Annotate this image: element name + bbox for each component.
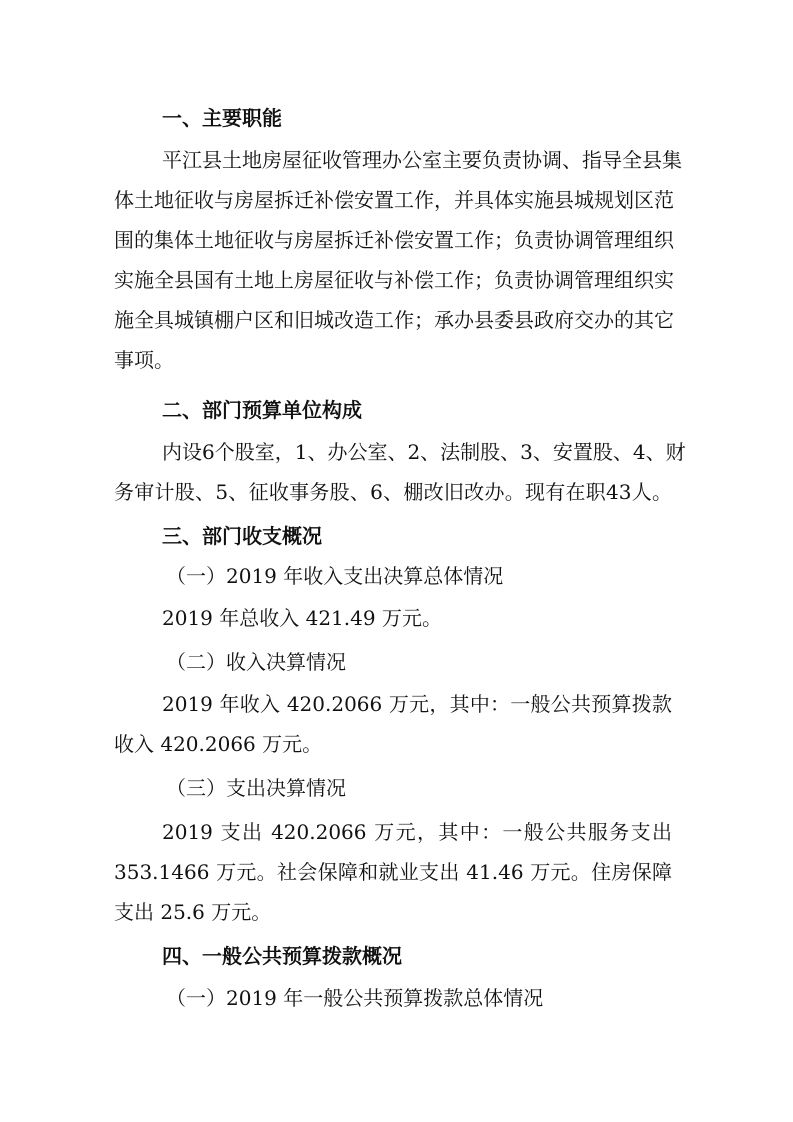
paragraph-line: 支出 25.6 万元。 (114, 900, 272, 924)
paragraph-line: 围的集体土地征收与房屋拆迁补偿安置工作；负责协调管理组织 (114, 228, 674, 252)
paragraph-line: 2019 年收入 420.2066 万元，其中：一般公共预算拨款 (162, 692, 672, 716)
paragraph-line: 内设6个股室，1、办公室、2、法制股、3、安置股、4、财 (162, 440, 686, 464)
paragraph-line: 施全具城镇棚户区和旧城改造工作；承办县委县政府交办的其它 (114, 308, 674, 332)
paragraph-line: 平江县土地房屋征收管理办公室主要负责协调、指导全县集 (162, 148, 682, 172)
paragraph-line: 体土地征收与房屋拆迁补偿安置工作，并具体实施县城规划区范 (114, 188, 674, 212)
section-heading-income-expenditure: 三、部门收支概况 (162, 524, 322, 548)
section-heading-public-budget: 四、一般公共预算拨款概况 (162, 944, 402, 968)
paragraph-line: 353.1466 万元。社会保障和就业支出 41.46 万元。住房保障 (114, 860, 672, 884)
subheading-public-budget-overall: （一）2019 年一般公共预算拨款总体情况 (166, 986, 544, 1010)
paragraph-line: 收入 420.2066 万元。 (114, 732, 323, 756)
subheading-overall: （一）2019 年收入支出决算总体情况 (166, 564, 504, 588)
paragraph-line: 2019 年总收入 421.49 万元。 (162, 606, 442, 630)
paragraph-line: 事项。 (114, 348, 174, 372)
paragraph-line: 2019 支出 420.2066 万元，其中：一般公共服务支出 (162, 820, 672, 844)
section-heading-main-functions: 一、主要职能 (162, 106, 282, 130)
subheading-expenditure: （三）支出决算情况 (166, 776, 346, 800)
paragraph-line: 务审计股、5、征收事务股、6、棚改旧改办。现有在职43人。 (114, 480, 672, 504)
subheading-income: （二）收入决算情况 (166, 650, 346, 674)
paragraph-line: 实施全县国有土地上房屋征收与补偿工作；负责协调管理组织实 (114, 268, 674, 292)
section-heading-budget-units: 二、部门预算单位构成 (162, 398, 362, 422)
